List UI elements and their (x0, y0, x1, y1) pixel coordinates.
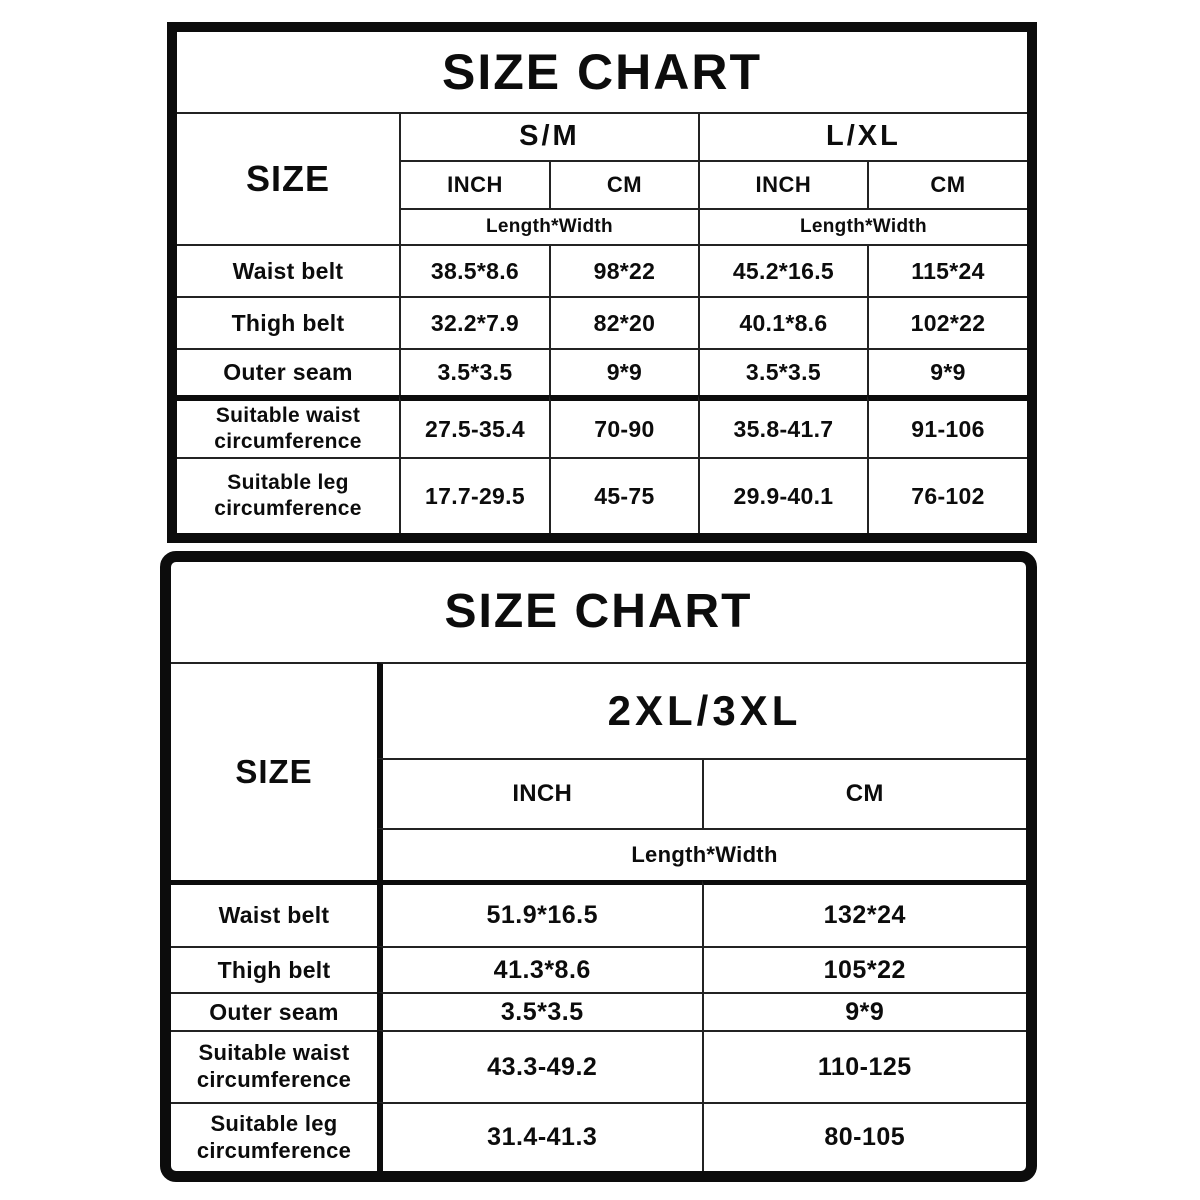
value-cell: 9*9 (867, 348, 1027, 395)
value-cell: 31.4-41.3 (377, 1102, 702, 1171)
value-cell: 35.8-41.7 (698, 395, 867, 457)
row-label: Thigh belt (171, 946, 377, 992)
sub-header: Length*Width (377, 828, 1026, 880)
value-cell: 45.2*16.5 (698, 244, 867, 296)
size-corner-label: SIZE (171, 662, 377, 880)
unit-header: INCH (377, 758, 702, 828)
value-cell: 70-90 (549, 395, 698, 457)
chart-title: SIZE CHART (441, 43, 762, 100)
value-cell: 9*9 (702, 992, 1027, 1030)
value-cell: 76-102 (867, 457, 1027, 533)
value-cell: 98*22 (549, 244, 698, 296)
value-cell: 102*22 (867, 296, 1027, 348)
value-cell: 110-125 (702, 1030, 1027, 1102)
row-label: Suitable leg circumference (177, 457, 399, 533)
value-cell: 91-106 (867, 395, 1027, 457)
row-label: Outer seam (177, 348, 399, 395)
value-cell: 51.9*16.5 (377, 880, 702, 946)
value-cell: 45-75 (549, 457, 698, 533)
row-label: Outer seam (171, 992, 377, 1030)
value-cell: 3.5*3.5 (399, 348, 549, 395)
value-cell: 82*20 (549, 296, 698, 348)
value-cell: 115*24 (867, 244, 1027, 296)
value-cell: 29.9-40.1 (698, 457, 867, 533)
size-chart-table-2xl-3xl (160, 551, 1037, 1182)
unit-header: INCH (698, 160, 867, 208)
sub-header: Length*Width (698, 208, 1027, 244)
value-cell: 27.5-35.4 (399, 395, 549, 457)
value-cell: 40.1*8.6 (698, 296, 867, 348)
value-cell: 43.3-49.2 (377, 1030, 702, 1102)
unit-header: CM (702, 758, 1027, 828)
unit-header: CM (867, 160, 1027, 208)
value-cell: 132*24 (702, 880, 1027, 946)
column-group-header: L/XL (698, 112, 1027, 160)
value-cell: 105*22 (702, 946, 1027, 992)
unit-header: INCH (399, 160, 549, 208)
size-chart-table-sm-lxl (167, 22, 1037, 543)
sub-header: Length*Width (399, 208, 698, 244)
row-label: Waist belt (171, 880, 377, 946)
size-corner-label: SIZE (177, 112, 399, 244)
value-cell: 32.2*7.9 (399, 296, 549, 348)
column-group-header: 2XL/3XL (377, 662, 1026, 758)
column-group-header: S/M (399, 112, 698, 160)
value-cell: 3.5*3.5 (698, 348, 867, 395)
value-cell: 9*9 (549, 348, 698, 395)
row-label: Suitable waist circumference (177, 395, 399, 457)
chart-title: SIZE CHART (444, 584, 753, 638)
row-label: Waist belt (177, 244, 399, 296)
value-cell: 41.3*8.6 (377, 946, 702, 992)
row-label: Thigh belt (177, 296, 399, 348)
value-cell: 38.5*8.6 (399, 244, 549, 296)
unit-header: CM (549, 160, 698, 208)
value-cell: 17.7-29.5 (399, 457, 549, 533)
value-cell: 3.5*3.5 (377, 992, 702, 1030)
row-label: Suitable waist circumference (171, 1030, 377, 1102)
value-cell: 80-105 (702, 1102, 1027, 1171)
row-label: Suitable leg circumference (171, 1102, 377, 1171)
